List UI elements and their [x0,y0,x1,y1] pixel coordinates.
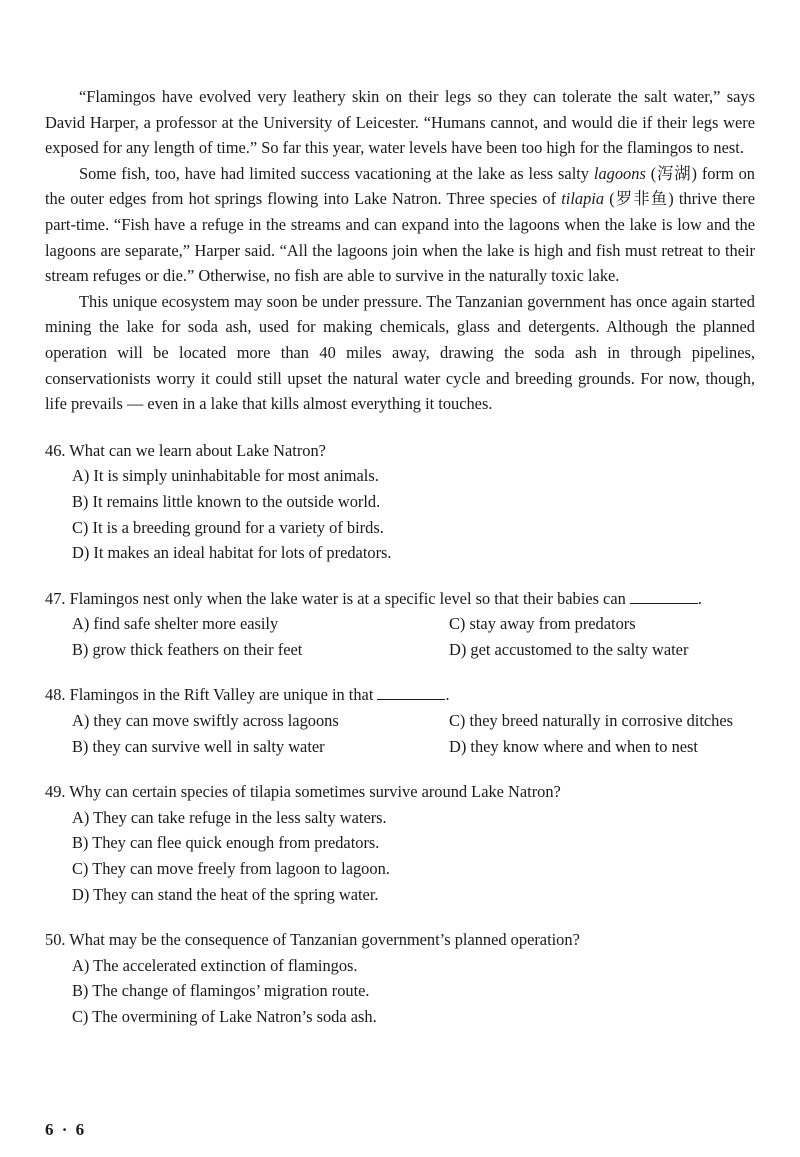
question-47-end: . [697,588,703,608]
question-48-stem: 48. Flamingos in the Rift Valley are unique in that [45,685,374,705]
option-48-d: D) they know where and when to nest [449,736,698,756]
passage-paragraph-2 [45,161,755,289]
question-49-stem: 49. Why can certain species of tilapia sometimes survive around Lake Natron? [45,782,561,802]
option-49-d: D) They can stand the heat of the spring water. [72,884,379,904]
option-46-d: D) It makes an ideal habitat for lots of predators. [72,543,392,563]
option-47-b: B) grow thick feathers on their feet [72,639,303,659]
question-48 [45,682,755,759]
option-47-d: D) get accustomed to the salty water [449,639,689,659]
option-49-c: C) They can move freely from lagoon to lagoon. [72,859,390,879]
passage-p2-part-a: Some fish, too, have had limited success vacationing at the lake as less salty [79,163,594,183]
question-50-options [45,953,755,1030]
question-49 [45,779,755,907]
question-49-options [45,805,755,907]
question-47 [45,586,755,663]
term-tilapia: tilapia [561,189,605,209]
page-number: 6 · 6 [45,1120,87,1139]
question-50-stem: 50. What may be the consequence of Tanzanian government’s planned operation? [45,930,580,950]
option-50-c: C) The overmining of Lake Natron’s soda ash. [72,1007,377,1026]
option-46-b: B) It remains little known to the outside world. [72,491,381,511]
option-47-a: A) find safe shelter more easily [72,614,279,634]
question-48-stem-line [45,682,755,708]
option-48-a: A) they can move swiftly across lagoons [72,711,339,731]
option-48-b: B) they can survive well in salty water [72,736,325,756]
answer-blank [630,589,698,604]
question-47-stem-line [45,586,755,612]
passage-p2-part-c: (罗非鱼) thrive there part-time. “Fish have a refuge in the streams and can expand into the lagoons when the lake is low and the lagoons are separate,” Harper said. “All the lagoons join when the lake is high and fish must retreat to their stream refuges or die.” Otherwise, no fish are able to survive in the naturally toxic lake. [45,189,755,286]
question-48-end: . [445,685,450,705]
question-48-options [45,708,755,759]
passage-p2-part-b: (泻湖) form on the outer edges from hot springs flowing into Lake Natron. Three species of [45,163,756,209]
option-48-c: C) they breed naturally in corrosive ditches [449,711,734,731]
option-49-a: A) They can take refuge in the less salty waters. [72,807,387,827]
term-lagoons: lagoons [593,163,646,183]
option-49-b: B) They can flee quick enough from predators. [72,833,380,853]
option-47-c: C) stay away from predators [449,614,636,634]
question-46-stem: 46. What can we learn about Lake Natron? [45,440,326,460]
question-47-stem: 47. Flamingos nest only when the lake water is at a specific level so that their babies can [45,588,626,608]
option-50-a: A) The accelerated extinction of flamingos. [72,955,358,975]
passage-paragraph-1: “Flamingos have evolved very leathery skin on their legs so they can tolerate the salt water,” says David Harper, a professor at the University of Leicester. “Humans cannot, and would die if their legs were exposed for any length of time.” So far this year, water levels have been too high for the flamingos to nest. [45,87,755,158]
question-47-options [45,611,755,662]
option-46-c: C) It is a breeding ground for a variety of birds. [72,517,384,537]
question-46-options [45,463,755,565]
answer-blank [377,685,445,700]
option-50-b: B) The change of flamingos’ migration route. [72,981,370,1001]
question-50 [45,927,755,1029]
question-46 [45,438,755,566]
passage-paragraph-3: This unique ecosystem may soon be under pressure. The Tanzanian government has once again started mining the lake for soda ash, used for making chemicals, glass and detergents. Although the planned operation will be located more than 40 miles away, drawing the soda ash in through pipelines, conservationists worry it could still upset the natural water cycle and breeding grounds. For now, though, life prevails — even in a lake that kills almost everything it touches. [45,291,755,414]
option-46-a: A) It is simply uninhabitable for most animals. [72,466,379,486]
exam-page [45,84,755,1030]
